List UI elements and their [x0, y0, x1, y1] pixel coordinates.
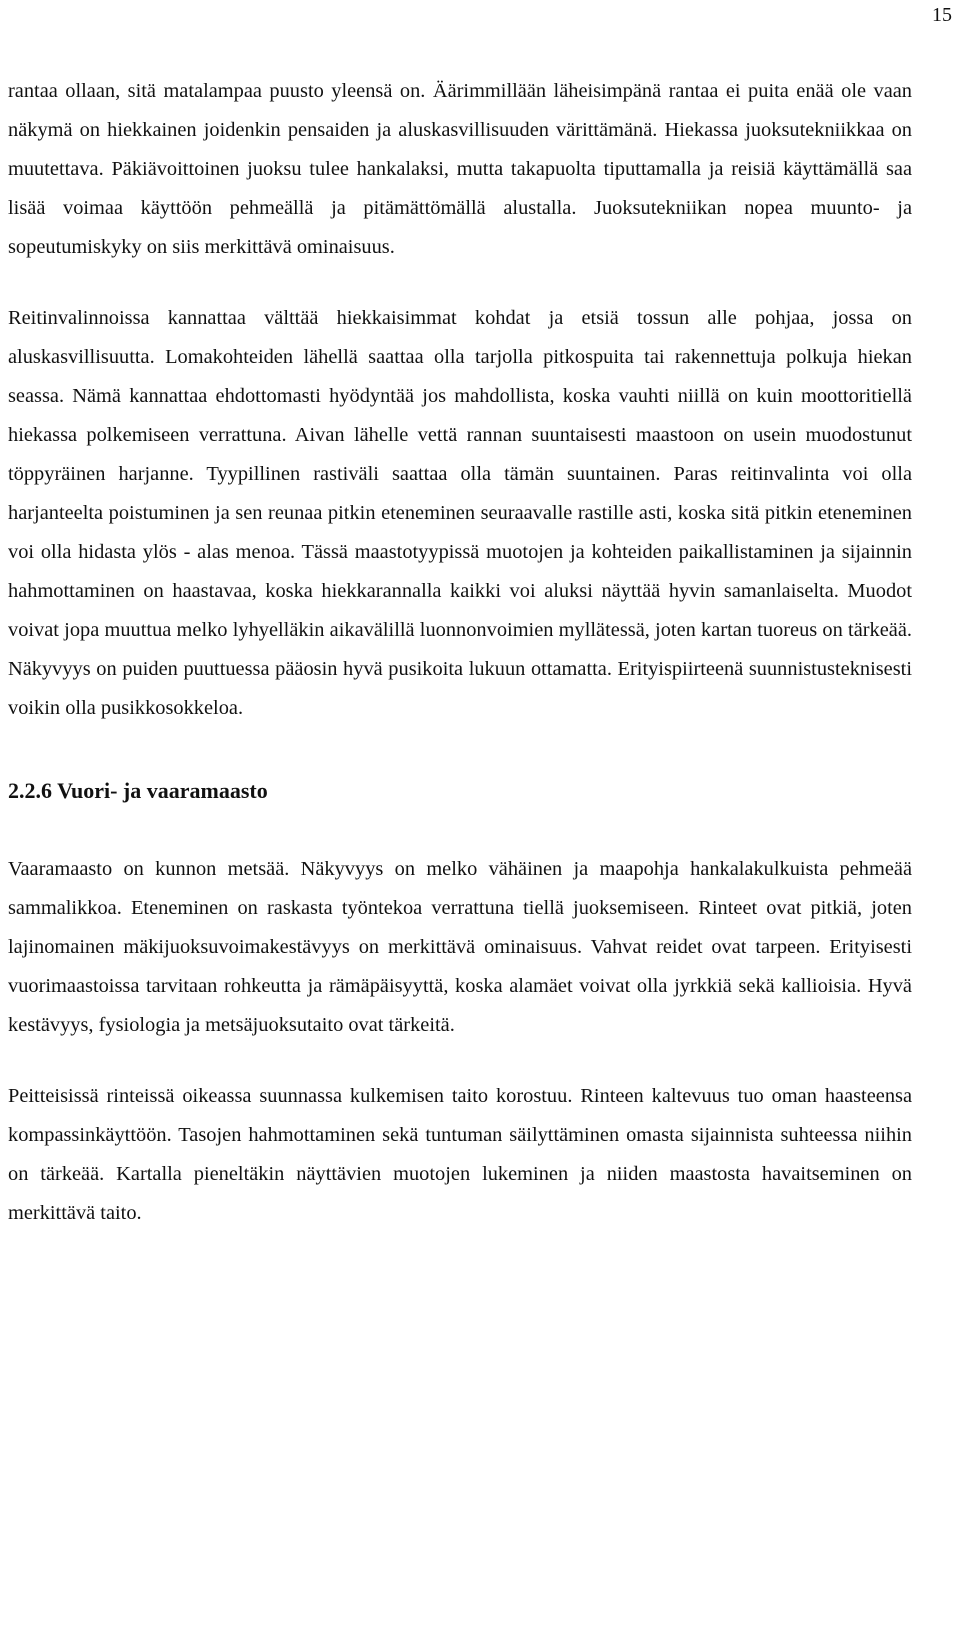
paragraph: Reitinvalinnoissa kannattaa välttää hiekkaisimmat kohdat ja etsiä tossun alle pohjaa, jossa on aluskasvillisuutta. Lomakohteiden lähellä saattaa olla tarjolla pitkospuita tai rakennettuja polkuja hiekan seassa. Nämä kannattaa ehdottomasti hyödyntää jos mahdollista, koska vauhti niillä on kuin moottoritiellä hiekassa polkemiseen verrattuna. Aivan lähelle vettä rannan suuntaisesti maastoon on usein muodostunut töppyräinen harjanne. Tyypillinen rastiväli saattaa olla tämän suuntainen. Paras reitinvalinta voi olla harjanteelta poistuminen ja sen reunaa pitkin eteneminen seuraavalle rastille asti, koska sitä pitkin eteneminen voi olla hidasta ylös - alas menoa. Tässä maastotyypissä muotojen ja kohteiden paikallistaminen ja sijainnin hahmottaminen on haastavaa, koska hiekkarannalla kaikki voi aluksi näyttää hyvin samanlaiselta. Muodot voivat jopa muuttua melko lyhyelläkin aikavälillä luonnonvoimien myllätessä, joten kartan tuoreus on tärkeää. Näkyvyys on puiden puuttuessa pääosin hyvä pusikoita lukuun ottamatta. Erityispiirteenä suunnistusteknisesti voikin olla pusikkosokkeloa. — [8, 307, 912, 719]
section-heading: 2.2.6 Vuori- ja vaaramaasto — [8, 778, 268, 803]
paragraph: rantaa ollaan, sitä matalampaa puusto yleensä on. Äärimmillään läheisimpänä rantaa ei puita enää ole vaan näkymä on hiekkainen joidenkin pensaiden ja aluskasvillisuuden värittämänä. Hiekassa juoksutekniikkaa on muutettava. Päkiävoittoinen juoksu tulee hankalaksi, mutta takapuolta tiputtamalla ja reisiä käyttämällä saa lisää voimaa käyttöön pehmeällä ja pitämättömällä alustalla. Juoksutekniikan nopea muunto- ja sopeutumiskyky on siis merkittävä ominaisuus. — [8, 80, 912, 258]
page-number: 15 — [932, 4, 952, 26]
document-body — [8, 72, 912, 1233]
paragraph: Vaaramaasto on kunnon metsää. Näkyvyys on melko vähäinen ja maapohja hankalakulkuista pehmeää sammalikkoa. Eteneminen on raskasta työntekoa verrattuna tiellä juoksemiseen. Rinteet ovat pitkiä, joten lajinomainen mäkijuoksuvoimakestävyys on merkittävä ominaisuus. Vahvat reidet ovat tarpeen. Erityisesti vuorimaastoissa tarvitaan rohkeutta ja rämäpäisyyttä, koska alamäet voivat olla jyrkkiä sekä kallioisia. Hyvä kestävyys, fysiologia ja metsäjuoksutaito ovat tärkeitä. — [8, 858, 912, 1036]
paragraph: Peitteisissä rinteissä oikeassa suunnassa kulkemisen taito korostuu. Rinteen kaltevuus tuo oman haasteensa kompassinkäyttöön. Tasojen hahmottaminen sekä tuntuman säilyttäminen omasta sijainnista suhteessa niihin on tärkeää. Kartalla pieneltäkin näyttävien muotojen lukeminen ja niiden maastosta havaitseminen on merkittävä taito. — [8, 1085, 912, 1224]
